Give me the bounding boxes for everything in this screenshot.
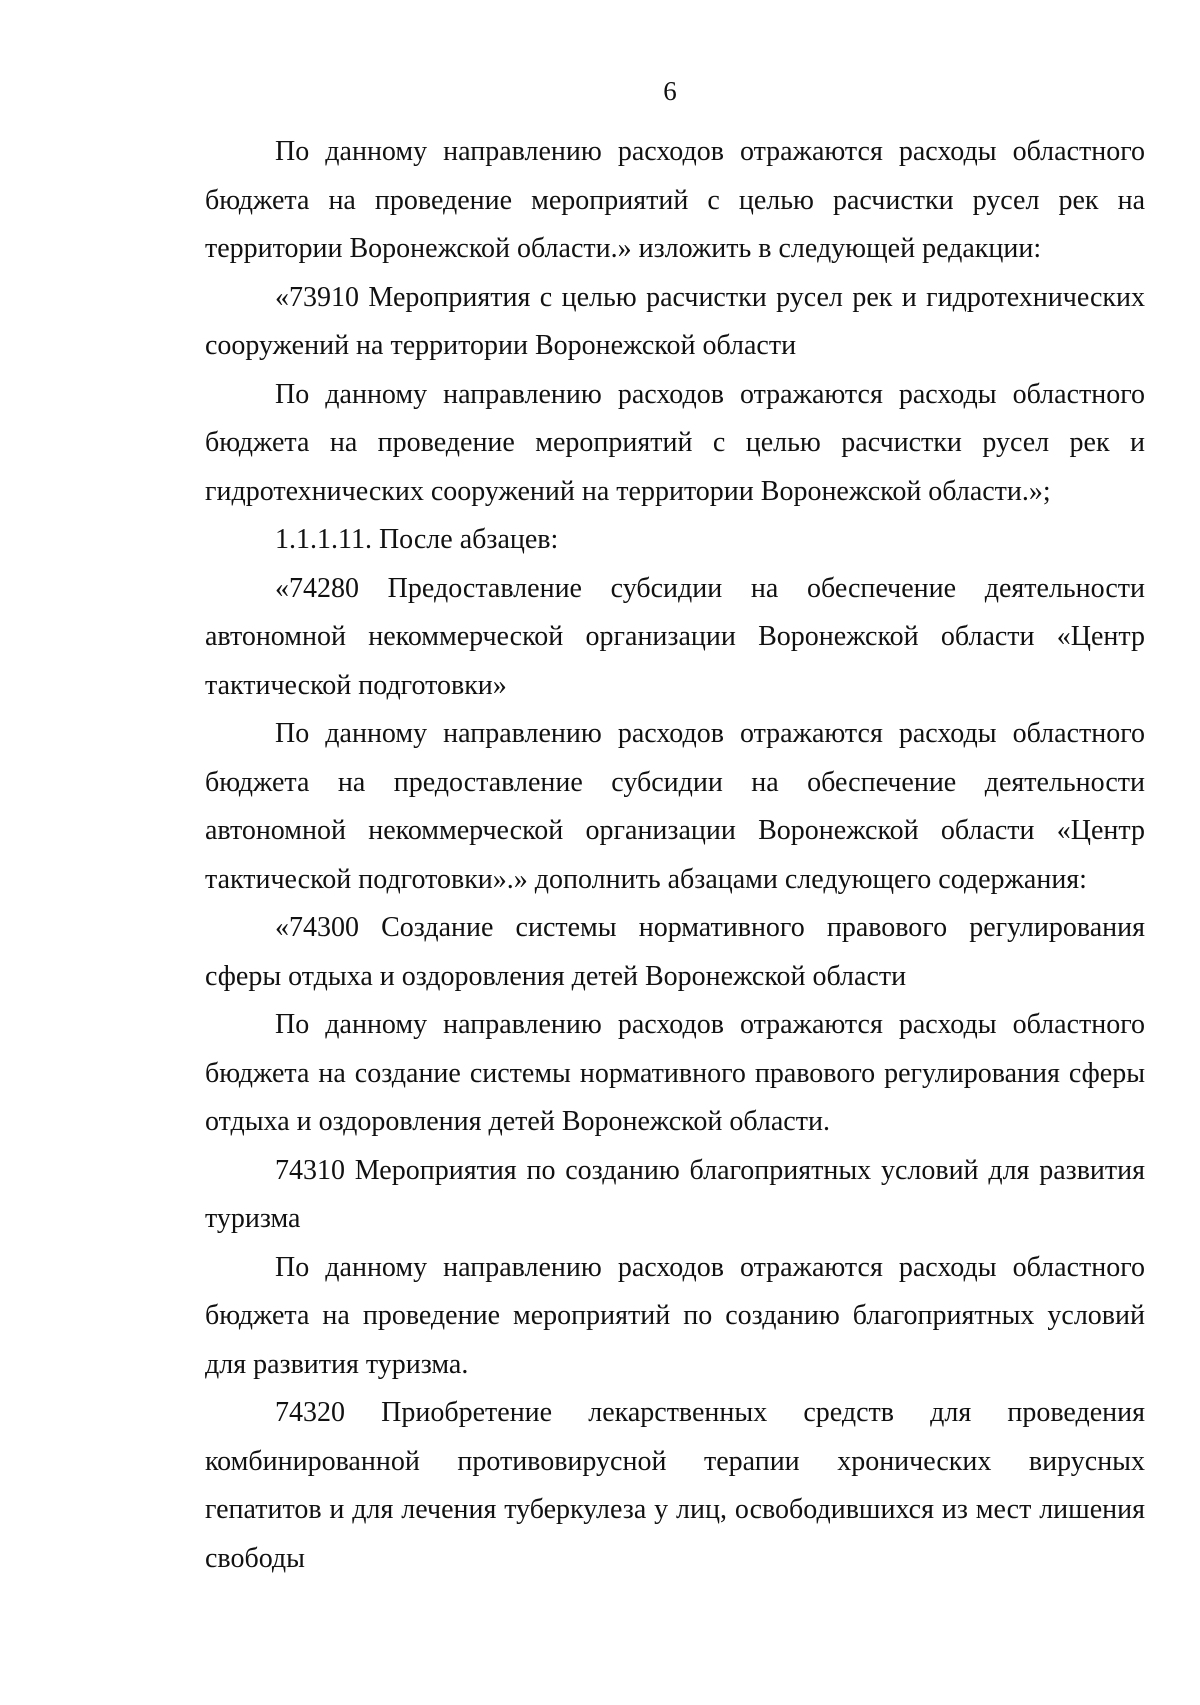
paragraph-code-74280: «74280 Предоставление субсидии на обеспечение деятельности автономной некоммерческой организации Воронежской области «Центр тактической подготовки» xyxy=(205,572,1145,701)
paragraph-expenses-description-74280: По данному направлению расходов отражаются расходы областного бюджета на предоставление субсидии на обеспечение деятельности автономной некоммерческой организации Воронежской области «Центр тактической подготовки».» дополнить абзацами следующего содержания: xyxy=(205,718,1145,895)
paragraph-expenses-description-74310: По данному направлению расходов отражаются расходы областного бюджета на проведение мероприятий по созданию благоприятных условий для развития туризма. xyxy=(205,1251,1145,1380)
paragraph-code-74300: «74300 Создание системы нормативного правового регулирования сферы отдыха и оздоровления детей Воронежской области xyxy=(205,912,1145,992)
paragraph-code-74320: 74320 Приобретение лекарственных средств для проведения комбинированной противовирусной терапии хронических вирусных гепатитов и для лечения туберкулеза у лиц, освободившихся из мест лишения свободы xyxy=(205,1397,1145,1574)
page-number: 6 xyxy=(663,76,677,106)
document-body xyxy=(205,128,1145,1583)
paragraph-code-73910: «73910 Мероприятия с целью расчистки русел рек и гидротехнических сооружений на территории Воронежской области xyxy=(205,281,1145,361)
paragraph-expenses-description-73910: По данному направлению расходов отражаются расходы областного бюджета на проведение мероприятий с целью расчистки русел рек и гидротехнических сооружений на территории Воронежской области.»; xyxy=(205,378,1145,507)
paragraph-expenses-description-74300: По данному направлению расходов отражаются расходы областного бюджета на создание системы нормативного правового регулирования сферы отдыха и оздоровления детей Воронежской области. xyxy=(205,1009,1145,1137)
paragraph-code-74310: 74310 Мероприятия по созданию благоприятных условий для развития туризма xyxy=(205,1154,1145,1234)
paragraph-expenses-description-river-cleaning: По данному направлению расходов отражаются расходы областного бюджета на проведение мероприятий с целью расчистки русел рек на территории Воронежской области.» изложить в следующей редакции: xyxy=(205,136,1145,264)
paragraph-item-1-1-1-11: 1.1.1.11. После абзацев: xyxy=(275,524,559,555)
